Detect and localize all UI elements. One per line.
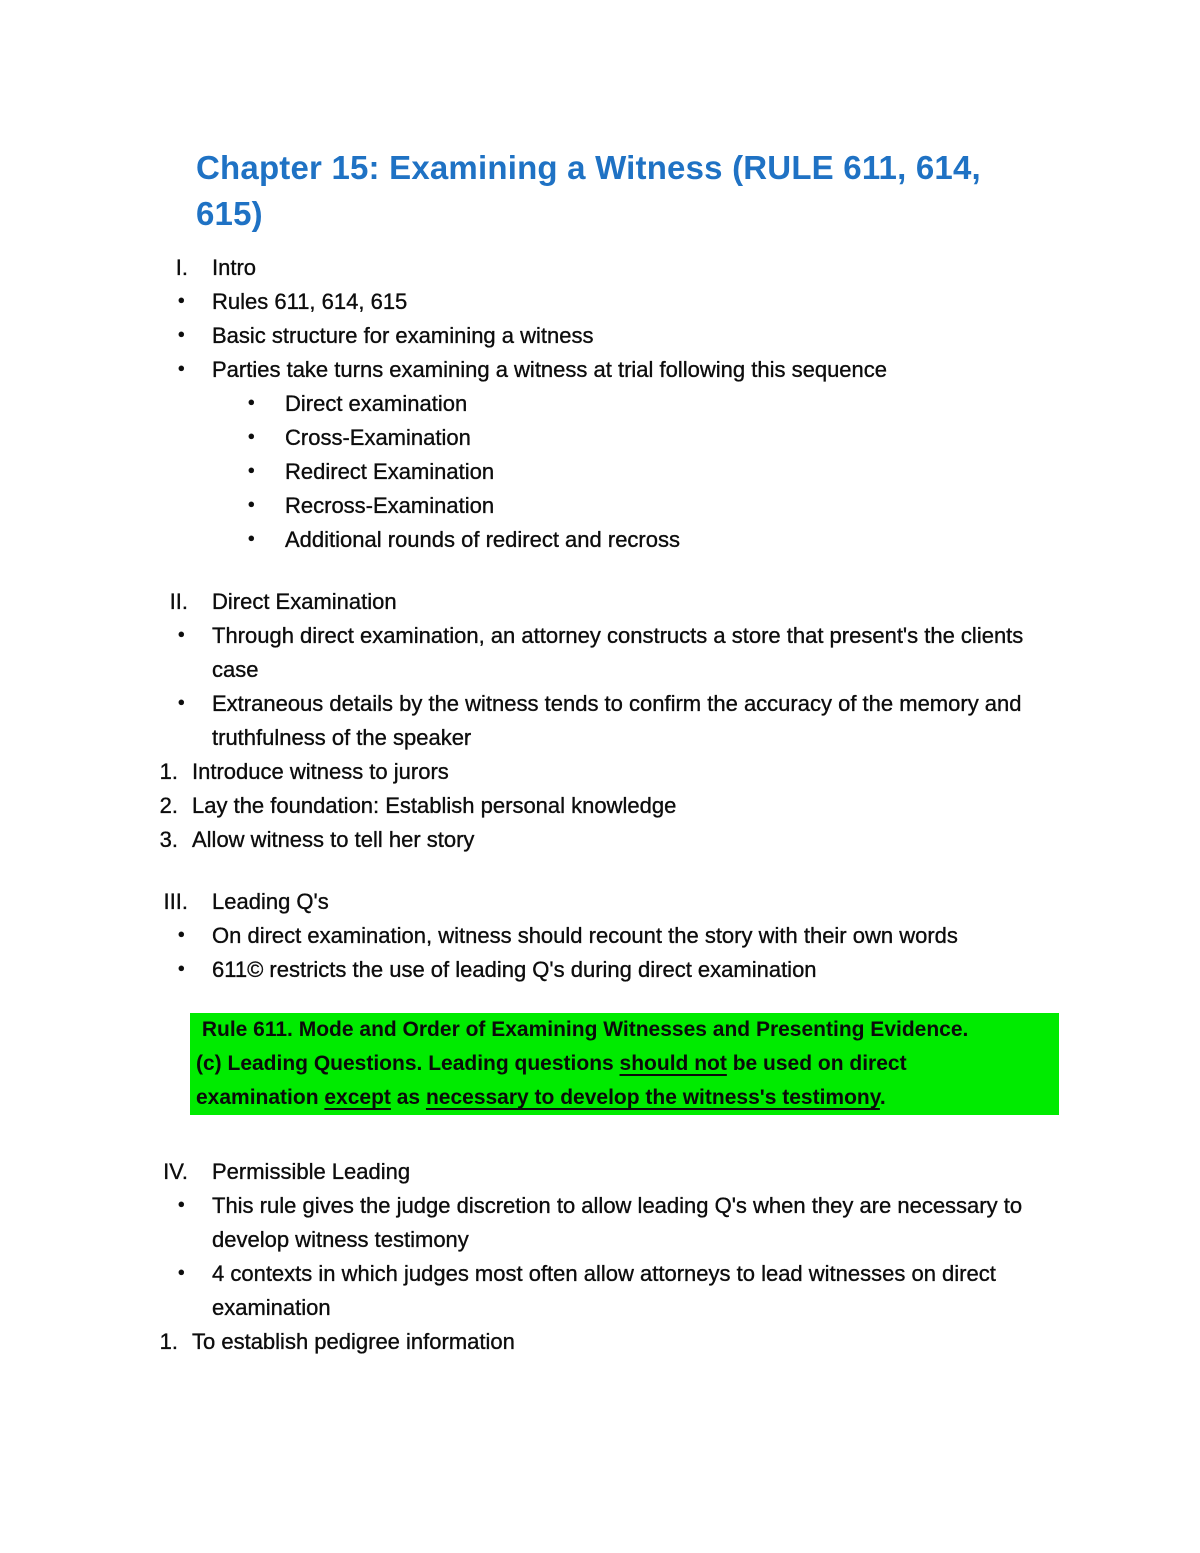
list-item-text: Lay the foundation: Establish personal knowledge (192, 793, 677, 818)
section-title: Leading Q's (212, 889, 329, 914)
list-item-text: Direct examination (285, 391, 468, 416)
rule-text-line (196, 1047, 1053, 1081)
list-item (150, 953, 1060, 987)
list-item-text: 4 contexts in which judges most often allow attorneys to lead witnesses on direct examination (212, 1261, 996, 1320)
list-item (150, 387, 1060, 421)
section-numeral: I. (175, 255, 188, 280)
underlined-phrase: except (324, 1086, 391, 1109)
list-item (150, 421, 1060, 455)
bullet-glyph: • (178, 325, 185, 346)
list-item (150, 619, 1060, 687)
list-item-text: Through direct examination, an attorney constructs a store that present's the clients case (212, 623, 1024, 682)
bullet-icon (150, 953, 212, 987)
bullet-icon (150, 387, 285, 421)
section-heading-row (150, 251, 1060, 285)
list-item-text: Redirect Examination (285, 459, 495, 484)
bullet-icon (150, 489, 285, 523)
rule-text-segment: be used on direct (726, 1052, 907, 1075)
highlighted-rule-block (190, 1013, 1059, 1115)
page-title: Chapter 15: Examining a Witness (RULE 611, 614, 615) (196, 149, 981, 232)
section-intro (150, 251, 1060, 557)
section-leading-qs (150, 885, 1060, 987)
section-title: Permissible Leading (212, 1159, 411, 1184)
list-item (150, 489, 1060, 523)
item-number: 3. (159, 827, 178, 852)
bullet-glyph: • (178, 291, 185, 312)
list-item-text: Basic structure for examining a witness (212, 323, 594, 348)
list-item-text: Parties take turns examining a witness at trial following this sequence (212, 357, 888, 382)
bullet-glyph: • (178, 693, 185, 714)
bullet-glyph: • (248, 461, 255, 482)
bullet-icon (150, 455, 285, 489)
section-numeral: III. (163, 889, 188, 914)
list-item-text: Allow witness to tell her story (192, 827, 475, 852)
item-number: 1. (159, 1329, 178, 1354)
bullet-glyph: • (178, 925, 185, 946)
list-item (150, 687, 1060, 755)
list-item-text: To establish pedigree information (192, 1329, 515, 1354)
rule-text-line (196, 1081, 1053, 1115)
list-item-text: Introduce witness to jurors (192, 759, 449, 784)
numbered-list-item (150, 755, 1060, 789)
section-heading-row (150, 585, 1060, 619)
bullet-icon (150, 523, 285, 557)
section-numeral: II. (169, 589, 188, 614)
rule-text-segment: Rule 611. Mode and Order of Examining Witnesses and Presenting Evidence. (196, 1018, 969, 1041)
item-number: 1. (159, 759, 178, 784)
section-heading-row (150, 885, 1060, 919)
bullet-icon (150, 619, 212, 653)
rule-text-segment: . (879, 1086, 886, 1109)
bullet-icon (150, 353, 212, 387)
section-numeral: IV. (163, 1159, 188, 1184)
bullet-glyph: • (178, 1263, 185, 1284)
bullet-glyph: • (178, 1195, 185, 1216)
list-item (150, 353, 1060, 387)
list-item-text: Cross-Examination (285, 425, 471, 450)
list-item (150, 523, 1060, 557)
rule-text-segment: (c) Leading Questions. Leading questions (196, 1052, 620, 1075)
list-item (150, 919, 1060, 953)
list-item-text: 611© restricts the use of leading Q's during direct examination (212, 957, 817, 982)
list-item (150, 455, 1060, 489)
bullet-icon (150, 1257, 212, 1291)
list-item (150, 319, 1060, 353)
bullet-icon (150, 919, 212, 953)
numbered-list-item (150, 789, 1060, 823)
bullet-glyph: • (248, 529, 255, 550)
list-item (150, 285, 1060, 319)
list-item-text: Recross-Examination (285, 493, 495, 518)
bullet-icon (150, 285, 212, 319)
list-item-text: Extraneous details by the witness tends to confirm the accuracy of the memory and truthfulness of the speaker (212, 691, 1022, 750)
rule-text-line (196, 1013, 1053, 1047)
list-item (150, 1189, 1060, 1257)
bullet-icon (150, 1189, 212, 1223)
bullet-glyph: • (248, 495, 255, 516)
section-direct-examination (150, 585, 1060, 857)
underlined-phrase: should not (619, 1052, 727, 1075)
section-title: Intro (212, 255, 257, 280)
bullet-icon (150, 319, 212, 353)
list-item-text: On direct examination, witness should recount the story with their own words (212, 923, 958, 948)
bullet-glyph: • (178, 359, 185, 380)
bullet-glyph: • (248, 393, 255, 414)
list-item (150, 1257, 1060, 1325)
bullet-icon (150, 687, 212, 721)
bullet-glyph: • (178, 959, 185, 980)
bullet-glyph: • (178, 625, 185, 646)
numbered-list-item (150, 823, 1060, 857)
list-item-text: Additional rounds of redirect and recross (285, 527, 680, 552)
item-number: 2. (159, 793, 178, 818)
list-item-text: Rules 611, 614, 615 (212, 289, 408, 314)
list-item-text: This rule gives the judge discretion to allow leading Q's when they are necessary to develop witness testimony (212, 1193, 1023, 1252)
rule-text-segment: examination (196, 1086, 325, 1109)
underlined-phrase: necessary to develop the witness's testimony (425, 1086, 880, 1109)
numbered-list-item (150, 1325, 1060, 1359)
section-permissible-leading (150, 1155, 1060, 1359)
section-title: Direct Examination (212, 589, 397, 614)
section-heading-row (150, 1155, 1060, 1189)
bullet-glyph: • (248, 427, 255, 448)
rule-text-segment: as (390, 1086, 426, 1109)
bullet-icon (150, 421, 285, 455)
